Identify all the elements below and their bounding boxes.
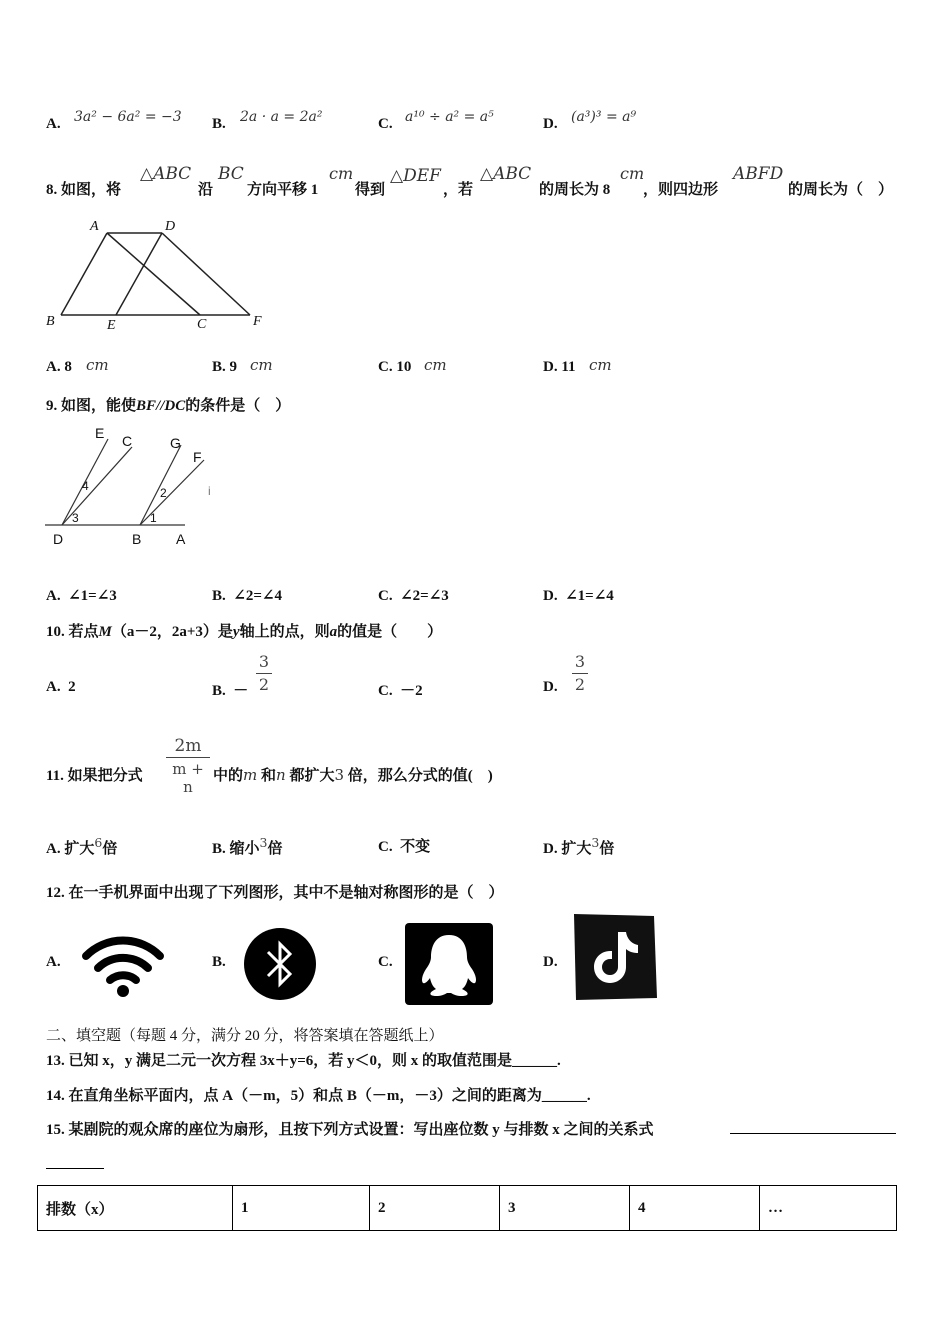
- q8-option-d-unit: cm: [589, 356, 612, 374]
- q9-label-4: 4: [82, 479, 89, 493]
- q12-option-a: A.: [46, 954, 61, 970]
- q8-move: 方向平移 1: [247, 182, 319, 198]
- q9-option-c: C. ∠2=∠3: [378, 588, 449, 604]
- table-cell: …: [760, 1186, 897, 1231]
- section-2-heading: 二、填空题（每题 4 分，满分 20 分，将答案填在答题纸上）: [46, 1028, 444, 1044]
- q13-text: 13. 已知 x，y 满足二元一次方程 3x＋y=6，若 y＜0，则 x 的取值范围是______.: [46, 1053, 561, 1069]
- q7-option-a: A.: [46, 116, 61, 132]
- q9-option-b: B. ∠2=∠4: [212, 588, 282, 604]
- q15-text: 15. 某剧院的观众席的座位为扇形，且按下列方式设置：写出座位数 y 与排数 x 之间的关系式: [46, 1122, 654, 1138]
- q8-option-b-unit: cm: [250, 356, 273, 374]
- q9-label-f: F: [193, 449, 202, 465]
- q9-label-g: G: [170, 435, 181, 451]
- q9-label-i: i: [208, 484, 211, 498]
- q11-option-c: C. 不变: [378, 839, 431, 855]
- q8-bc: BC: [218, 164, 244, 184]
- q8-tail: 的周长为（ ）: [788, 182, 894, 198]
- q11-prefix: 11. 如果把分式: [46, 768, 143, 784]
- q9-option-d: D. ∠1=∠4: [543, 588, 614, 604]
- q7-option-c: C.: [378, 116, 393, 132]
- tiktok-icon: [572, 912, 658, 1002]
- q8-label-c: C: [197, 317, 207, 332]
- q9-option-a: A. ∠1=∠3: [46, 588, 117, 604]
- q12-option-c: C.: [378, 954, 393, 970]
- q9-label-a: A: [176, 531, 186, 547]
- q11-fraction: 2m m + n: [166, 737, 210, 796]
- q8-line-ac: [107, 233, 200, 315]
- q7-option-c-expr: a¹⁰ ÷ a² = a⁵: [405, 109, 494, 125]
- q8-line-ba: [61, 233, 107, 315]
- q9-label-c: C: [122, 433, 133, 449]
- q8-perimeter-is: 的周长为 8: [539, 182, 611, 198]
- q8-cm-1: cm: [329, 164, 354, 183]
- q7-option-d: D.: [543, 116, 558, 132]
- q11-text: 中的m 和n 都扩大3 倍，那么分式的值( ): [213, 766, 493, 784]
- q14-text: 14. 在直角坐标平面内，点 A（－m，5）和点 B（－m，－3）之间的距离为______.: [46, 1088, 591, 1104]
- q15-answer-blank-cont[interactable]: [46, 1168, 104, 1169]
- q8-label-f: F: [253, 314, 262, 329]
- q8-option-a: A. 8: [46, 359, 72, 375]
- q9-label-d: D: [53, 531, 64, 547]
- bluetooth-icon: [243, 927, 317, 1001]
- q8-option-d: D. 11: [543, 359, 576, 375]
- q8-option-b: B. 9: [212, 359, 238, 375]
- q8-option-a-unit: cm: [86, 356, 109, 374]
- q10-option-b: B. －: [212, 683, 249, 699]
- q7-option-d-expr: (a³)³ = a⁹: [571, 109, 637, 125]
- q9-label-2: 2: [160, 486, 167, 500]
- table-cell-header: 排数（x）: [38, 1186, 233, 1231]
- q9-label-3: 3: [72, 511, 79, 525]
- q8-option-c: C. 10: [378, 359, 412, 375]
- q8-get: 得到: [355, 182, 386, 198]
- q8-figure: [40, 218, 270, 338]
- q8-label-a: A: [90, 219, 99, 234]
- q8-cm-2: cm: [620, 164, 645, 183]
- q8-option-c-unit: cm: [424, 356, 447, 374]
- q8-then-quad: ，则四边形: [643, 182, 719, 198]
- q10-option-d: D.: [543, 679, 558, 695]
- q12-option-d: D.: [543, 954, 558, 970]
- q10-text: 10. 若点M（a－2，2a+3）是y轴上的点，则a的值是（ ）: [46, 624, 443, 640]
- q8-label-b: B: [46, 314, 55, 329]
- q8-line-de: [116, 233, 162, 315]
- q12-option-b: B.: [212, 954, 226, 970]
- table-cell: 3: [500, 1186, 630, 1231]
- q8-tri-abc: △ABC: [140, 164, 192, 184]
- qq-penguin-icon: [405, 923, 493, 1005]
- q7-option-b: B.: [212, 116, 226, 132]
- q10-option-b-fraction: 3 2: [256, 653, 272, 694]
- q8-along: 沿: [198, 182, 214, 198]
- q15-answer-blank[interactable]: [730, 1133, 896, 1134]
- q7-option-a-expr: 3a² − 6a² = −3: [74, 109, 182, 125]
- q8-abfd: ABFD: [733, 164, 784, 184]
- q12-text: 12. 在一手机界面中出现了下列图形，其中不是轴对称图形的是（ ）: [46, 885, 504, 901]
- q8-label-d: D: [165, 219, 176, 234]
- q8-label-e: E: [107, 318, 116, 333]
- seat-table: [37, 1185, 897, 1231]
- q10-option-a: A. 2: [46, 679, 76, 695]
- q11-option-a: A. 扩大$^6$倍: [46, 835, 118, 857]
- q7-option-b-expr: 2a · a = 2a²: [240, 109, 323, 125]
- table-row: [38, 1186, 897, 1231]
- q10-option-d-fraction: 3 2: [572, 653, 588, 694]
- q8-number: 8. 如图，将: [46, 182, 122, 198]
- q11-option-b: B. 缩小$^3$倍: [212, 835, 283, 857]
- q9-label-1: 1: [150, 511, 157, 525]
- q11-option-d: D. 扩大$^3$倍: [543, 835, 615, 857]
- q8-comma-if: ，若: [443, 182, 474, 198]
- q9-label-b: B: [132, 531, 142, 547]
- wifi-icon: [80, 936, 166, 998]
- table-cell: 2: [370, 1186, 500, 1231]
- q8-tri-abc-2: △ABC: [480, 164, 532, 184]
- table-cell: 1: [233, 1186, 370, 1231]
- q8-tri-def: △DEF: [390, 166, 441, 186]
- q9-ray-bg: [140, 445, 181, 525]
- q8-line-df: [162, 233, 250, 315]
- q9-label-e: E: [95, 425, 105, 441]
- q9-text: 9. 如图，能使BF//DC的条件是（ ）: [46, 398, 291, 414]
- q10-option-c: C. －2: [378, 683, 423, 699]
- table-cell: 4: [630, 1186, 760, 1231]
